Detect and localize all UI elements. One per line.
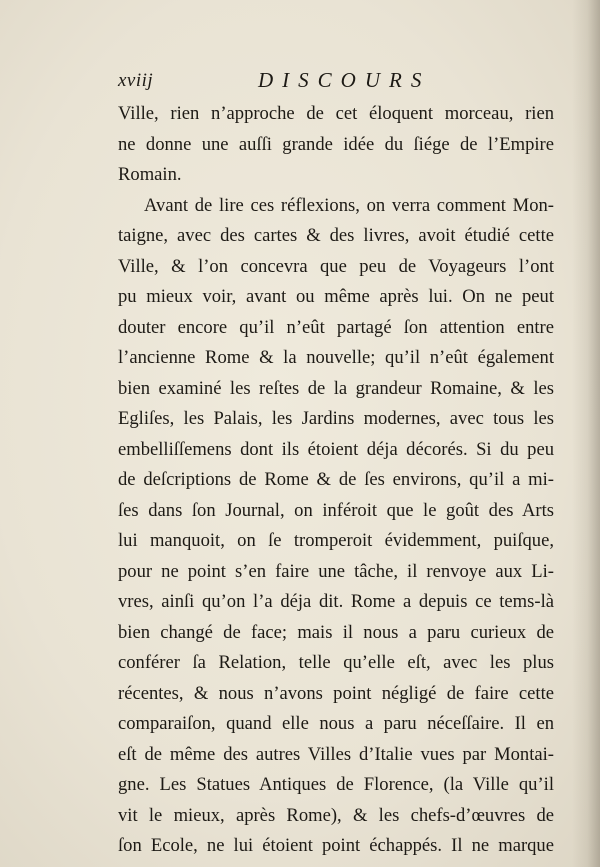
text-line: taigne, avec des cartes & des livres, avoit étudié cette [118,225,554,246]
text-line: ne donne une auſſi grande idée du ſiége de l’Empire [118,133,554,155]
text-line: Ville, rien n’approche de cet éloquent morceau, rien [118,103,554,124]
text-line: gne. Les Statues Antiques de Florence, (la Ville qu’il [118,774,554,795]
running-header [118,70,538,100]
text-line: ſon Ecole, ne lui étoient point échappés. Il ne marque [118,835,554,856]
text-line: conférer ſa Relation, telle qu’elle eſt, avec les plus [118,652,554,673]
body-text [118,99,554,862]
text-line: récentes, & nous n’avons point négligé de faire cette [118,682,554,704]
text-line: lui manquoit, on ſe tromperoit évidemment, puiſque, [118,530,554,551]
text-line: Avant de lire ces réflexions, on verra comment Mon- [144,194,554,216]
text-line: douter encore qu’il n’eût partagé ſon attention entre [118,316,554,338]
page-number: xviij [118,70,154,91]
running-title: DISCOURS [258,68,431,92]
text-line: Egliſes, les Palais, les Jardins modernes, avec tous les [118,408,554,429]
text-line: de deſcriptions de Rome & de ſes environs, qu’il a mi- [118,469,554,490]
page-edge-shadow [572,0,600,867]
text-line: Romain. [118,164,182,185]
text-line: eſt de même des autres Villes d’Italie vues par Montai- [118,743,554,765]
text-line: vit le mieux, après Rome), & les chefs-d’œuvres de [118,804,554,826]
text-line: pour ne point s’en faire une tâche, il renvoye aux Li- [118,560,554,582]
text-line: Ville, & l’on concevra que peu de Voyageurs l’ont [118,255,554,277]
text-line: vres, ainſi qu’on l’a déja dit. Rome a depuis ce tems-là [118,591,554,612]
text-line: bien examiné les reſtes de la grandeur Romaine, & les [118,377,554,399]
text-line: pu mieux voir, avant ou même après lui. On ne peut [118,286,554,307]
text-line: comparaiſon, quand elle nous a paru néceſſaire. Il en [118,713,554,734]
text-line: bien changé de face; mais il nous a paru curieux de [118,621,554,643]
text-line: l’ancienne Rome & la nouvelle; qu’il n’eût également [118,347,554,368]
text-line: embelliſſemens dont ils étoient déja décorés. Si du peu [118,438,554,460]
text-line: ſes dans ſon Journal, on inféroit que le goût des Arts [118,499,554,521]
